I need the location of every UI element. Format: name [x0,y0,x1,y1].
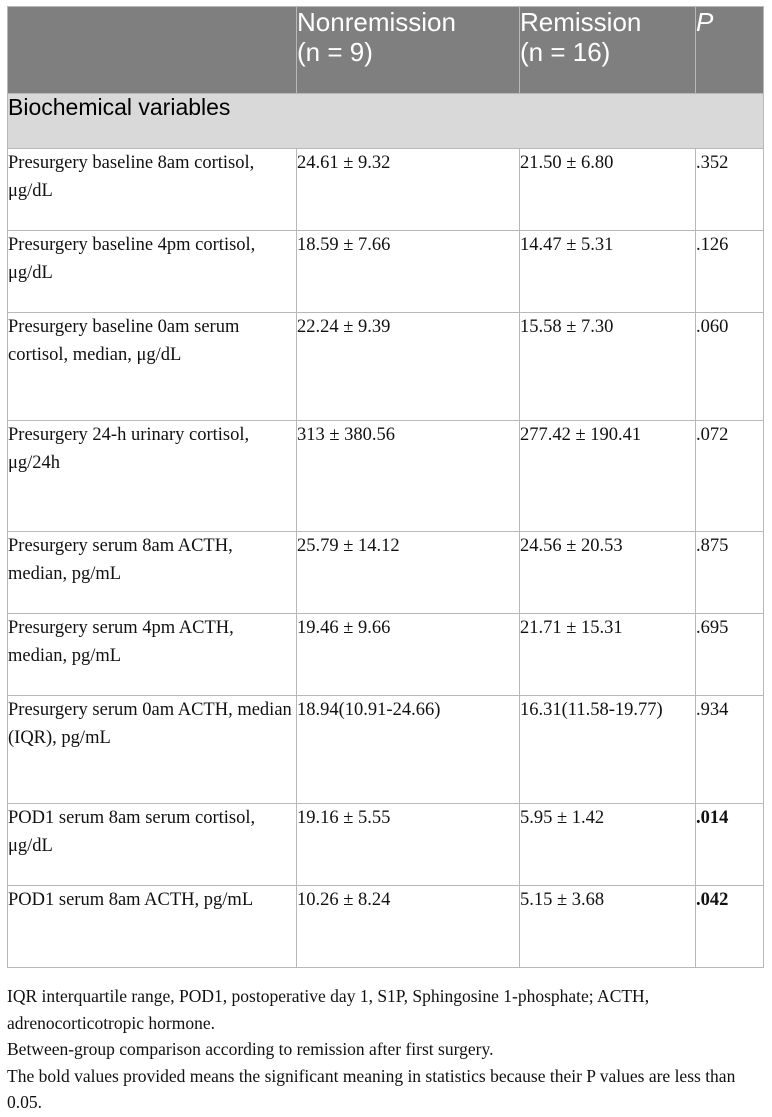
table-row [8,231,764,313]
row-label: Presurgery serum 0am ACTH, median (IQR), pg/mL [8,696,297,804]
nonremission-value: 18.94(10.91-24.66) [297,696,520,804]
header-nonremission-n: (n = 9) [297,37,373,67]
row-label: Presurgery serum 8am ACTH, median, pg/mL [8,532,297,614]
remission-value: 21.71 ± 15.31 [520,614,696,696]
remission-value: 5.15 ± 3.68 [520,886,696,968]
remission-value: 16.31(11.58-19.77) [520,696,696,804]
footnote-significance: The bold values provided means the significant meaning in statistics because their P values are less than 0.05. [7,1065,736,1112]
table-row [8,886,764,968]
remission-value: 277.42 ± 190.41 [520,421,696,532]
remission-value: 24.56 ± 20.53 [520,532,696,614]
p-value: .126 [696,231,764,313]
row-label: Presurgery serum 4pm ACTH, median, pg/mL [8,614,297,696]
header-nonremission-title: Nonremission [297,7,456,37]
p-value: .875 [696,532,764,614]
table-row [8,532,764,614]
p-value-significant: .014 [696,804,764,886]
row-label: POD1 serum 8am ACTH, pg/mL [8,886,297,968]
table-row [8,149,764,231]
header-remission-title: Remission [520,7,642,37]
header-p-title: P [696,7,714,37]
row-label: Presurgery baseline 4pm cortisol, μg/dL [8,231,297,313]
header-row [8,7,764,94]
header-variable [8,7,297,94]
p-value: .352 [696,149,764,231]
nonremission-value: 313 ± 380.56 [297,421,520,532]
p-value: .695 [696,614,764,696]
header-p-value [696,7,764,94]
row-label: Presurgery 24-h urinary cortisol, μg/24h [8,421,297,532]
nonremission-value: 24.61 ± 9.32 [297,149,520,231]
header-nonremission [297,7,520,94]
table-row [8,421,764,532]
remission-value: 5.95 ± 1.42 [520,804,696,886]
p-value: .934 [696,696,764,804]
nonremission-value: 25.79 ± 14.12 [297,532,520,614]
remission-value: 21.50 ± 6.80 [520,149,696,231]
table-row [8,313,764,421]
table-row [8,696,764,804]
p-value: .072 [696,421,764,532]
table-row [8,614,764,696]
footnote-abbreviations: IQR interquartile range, POD1, postoperative day 1, S1P, Sphingosine 1-phosphate; ACTH, adrenocorticotropic hormone. [7,986,650,1033]
results-table [7,6,764,968]
p-value-significant: .042 [696,886,764,968]
remission-value: 15.58 ± 7.30 [520,313,696,421]
table-footnotes [7,983,767,1116]
table-row [8,804,764,886]
footnote-comparison: Between-group comparison according to remission after first surgery. [7,1039,494,1059]
section-label: Biochemical variables [8,94,764,149]
p-value: .060 [696,313,764,421]
header-remission-n: (n = 16) [520,37,611,67]
row-label: Presurgery baseline 8am cortisol, μg/dL [8,149,297,231]
remission-value: 14.47 ± 5.31 [520,231,696,313]
nonremission-value: 22.24 ± 9.39 [297,313,520,421]
nonremission-value: 19.46 ± 9.66 [297,614,520,696]
nonremission-value: 18.59 ± 7.66 [297,231,520,313]
row-label: Presurgery baseline 0am serum cortisol, median, μg/dL [8,313,297,421]
nonremission-value: 19.16 ± 5.55 [297,804,520,886]
nonremission-value: 10.26 ± 8.24 [297,886,520,968]
section-row [8,94,764,149]
row-label: POD1 serum 8am serum cortisol, μg/dL [8,804,297,886]
header-remission [520,7,696,94]
